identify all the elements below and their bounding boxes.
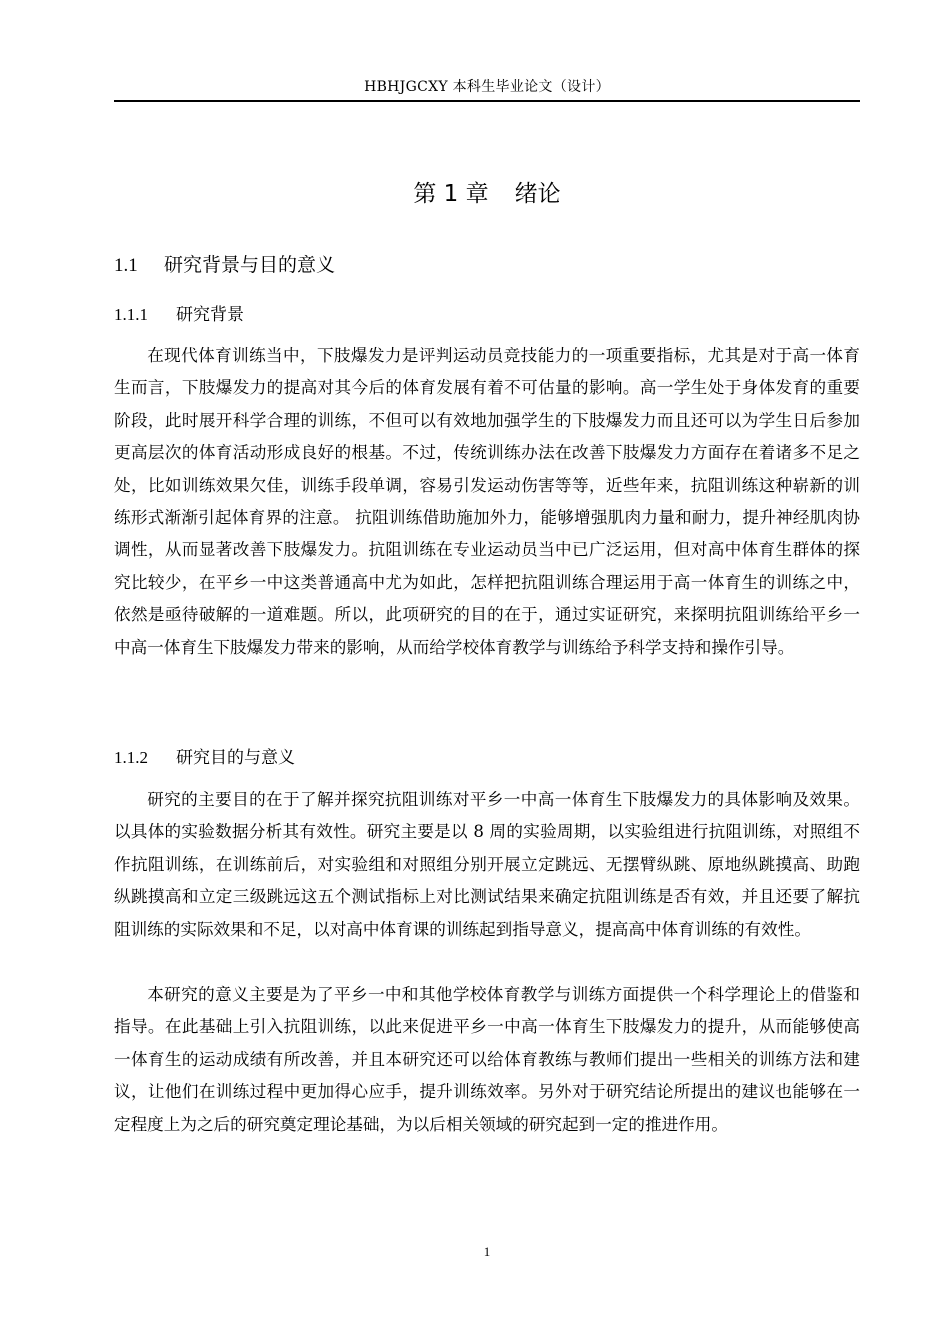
background-paragraph: 在现代体育训练当中，下肢爆发力是评判运动员竞技能力的一项重要指标，尤其是对于高一体育生而言，下肢爆发力的提高对其今后的体育发展有着不可估量的影响。高一学生处于身体发育的重要阶段，此时展开科学合理的训练，不但可以有效地加强学生的下肢爆发力而且还可以为学生日后参加更高层次的体育活动形成良好的根基。不过，传统训练办法在改善下肢爆发力方面存在着诸多不足之处，比如训练效果欠佳，训练手段单调，容易引发运动伤害等等，近些年来，抗阻训练这种崭新的训练形式渐渐引起体育界的注意。 抗阻训练借助施加外力，能够增强肌肉力量和耐力，提升神经肌肉协调性，从而显著改善下肢爆发力。抗阻训练在专业运动员当中已广泛运用，但对高中体育生群体的探究比较少，在平乡一中这类普通高中尤为如此，怎样把抗阻训练合理运用于高一体育生的训练之中，依然是亟待破解的一道难题。所以，此项研究的目的在于，通过实证研究，来探明抗阻训练给平乡一中高一体育生下肢爆发力带来的影响，从而给学校体育教学与训练给予科学支持和操作引导。 <box>114 346 860 657</box>
section-heading-1-1 <box>114 251 335 280</box>
significance-paragraph: 本研究的意义主要是为了平乡一中和其他学校体育教学与训练方面提供一个科学理论上的借鉴和指导。在此基础上引入抗阻训练，以此来促进平乡一中高一体育生下肢爆发力的提升，从而能够使高一体育生的运动成绩有所改善，并且本研究还可以给体育教练与教师们提出一些相关的训练方法和建议，让他们在训练过程中更加得心应手，提升训练效率。另外对于研究结论所提出的建议也能够在一定程度上为之后的研究奠定理论基础，为以后相关领域的研究起到一定的推进作用。 <box>114 985 860 1134</box>
section-title: 研究背景与目的意义 <box>164 254 336 276</box>
subsection-number: 1.1.2 <box>114 748 148 767</box>
subsection-title: 研究背景 <box>176 305 244 325</box>
page-number: 1 <box>483 1244 491 1259</box>
chapter-label: 第 1 章 <box>413 181 489 207</box>
subsection-heading-1-1-1 <box>114 302 244 328</box>
header-divider <box>114 100 860 102</box>
running-header: HBHJGCXY 本科生毕业论文（设计） <box>364 79 610 95</box>
chapter-title: 绪论 <box>514 181 561 207</box>
section-number: 1.1 <box>114 255 138 276</box>
subsection-number: 1.1.1 <box>114 305 148 324</box>
chapter-heading <box>114 178 860 210</box>
purpose-paragraph: 研究的主要目的在于了解并探究抗阻训练对平乡一中高一体育生下肢爆发力的具体影响及效果。以具体的实验数据分析其有效性。研究主要是以 8 周的实验周期，以实验组进行抗阻训练，对照组不作抗阻训练，在训练前后，对实验组和对照组分别开展立定跳远、无摆臂纵跳、原地纵跳摸高、助跑纵跳摸高和立定三级跳远这五个测试指标上对比测试结果来确定抗阻训练是否有效，并且还要了解抗阻训练的实际效果和不足，以对高中体育课的训练起到指导意义，提高高中体育训练的有效性。 <box>114 790 860 939</box>
subsection-title: 研究目的与意义 <box>176 748 295 768</box>
subsection-heading-1-1-2 <box>114 745 295 771</box>
